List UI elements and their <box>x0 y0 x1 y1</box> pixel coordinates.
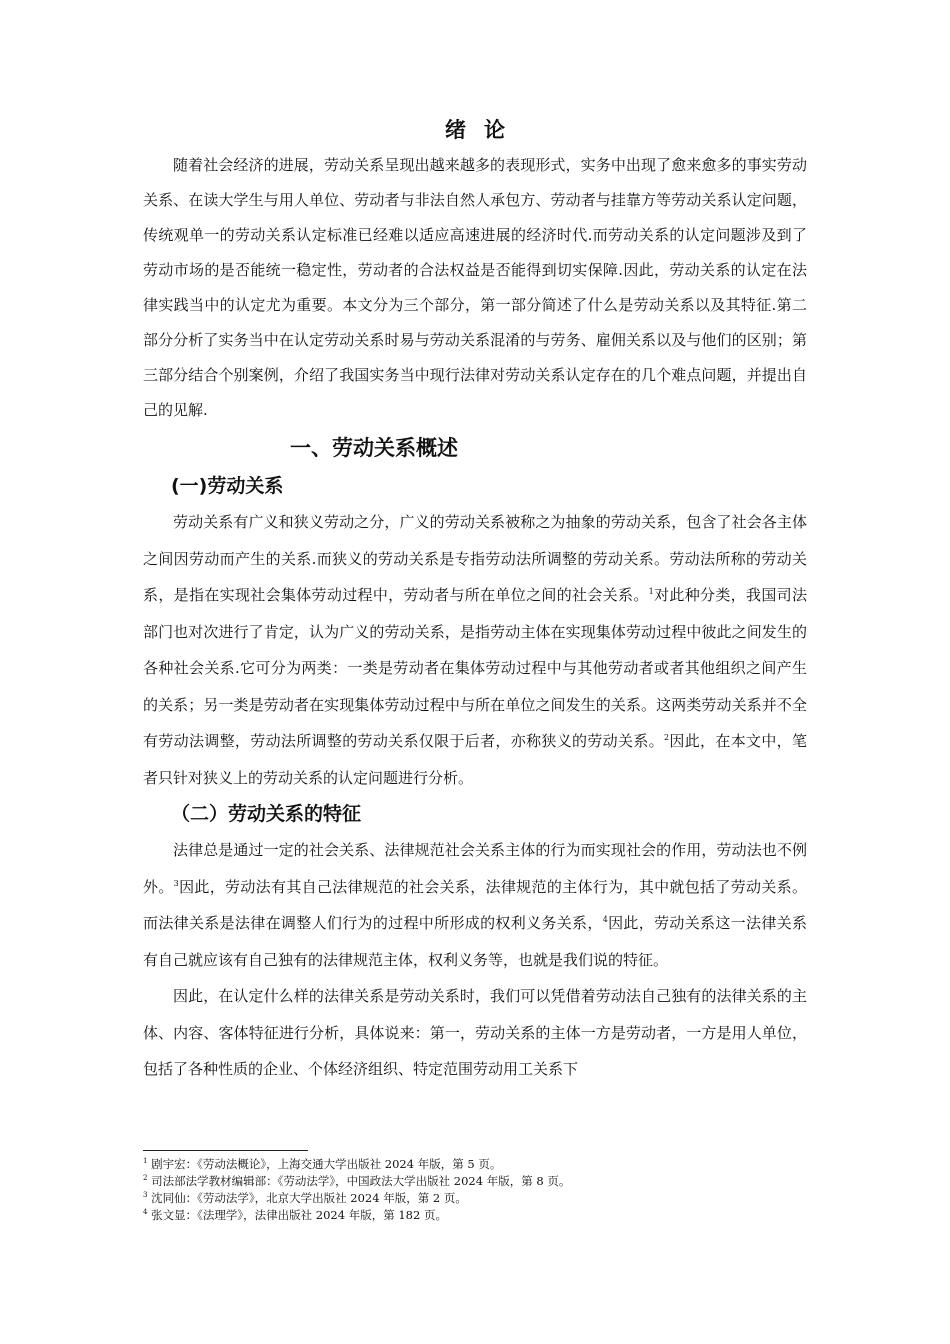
body-paragraph: 因此，在认定什么样的法律关系是劳动关系时，我们可以凭借着劳动法自己独有的法律关系的主体、内容、客体特征进行分析，具体说来：第一，劳动关系的主体一方是劳动者，一方是用人单位，包括了各种性质的企业、个体经济组织、特定范围劳动用工关系下 <box>143 987 807 1078</box>
main-content <box>143 112 807 1088</box>
subsection-heading-labor-relation: (一)劳动关系 <box>171 475 284 497</box>
body-paragraph: 劳动关系有广义和狭义劳动之分，广义的劳动关系被称之为抽象的劳动关系，包含了社会各主体之间因劳动而产生的关系.而狭义的劳动关系是专指劳动法所调整的劳动关系。劳动法所称的劳动关系，是指在实现社会集体劳动过程中，劳动者与所在单位之间的社会关系。$^1$对此种分类，我国司法部门也对次进行了肯定，认为广义的劳动关系，是指劳动主体在实现集体劳动过程中彼此之间发生的各种社会关系.它可分为两类：一类是劳动者在集体劳动过程中与其他劳动者或者其他组织之间产生的关系；另一类是劳动者在实现集体劳动过程中与所在单位之间发生的关系。这两类劳动关系并不全有劳动法调整，劳动法所调整的劳动关系仅限于后者，亦称狭义的劳动关系。$^2$因此，在本文中，笔者只针对狭义上的劳动关系的认定问题进行分析。 <box>143 513 807 787</box>
subsection-labor-relation <box>143 504 807 796</box>
intro-paragraph: 随着社会经济的进展，劳动关系呈现出越来越多的表现形式，实务中出现了愈来愈多的事实劳动关系、在读大学生与用人单位、劳动者与非法自然人承包方、劳动者与挂靠方等劳动关系认定问题，传统观单一的劳动关系认定标准已经难以适应高速进展的经济时代.而劳动关系的认定问题涉及到了劳动市场的是否能统一稳定性，劳动者的合法权益是否能得到切实保障.因此，劳动关系的认定在法律实践当中的认定尤为重要。本文分为三个部分，第一部分简述了什么是劳动关系以及其特征.第二部分分析了实务当中在认定劳动关系时易与劳动关系混淆的与劳务、雇佣关系以及与他们的区别；第三部分结合个别案例，介绍了我国实务当中现行法律对劳动关系认定存在的几个难点问题，并提出自己的见解. <box>143 156 807 419</box>
body-paragraph: 法律总是通过一定的社会关系、法律规范社会关系主体的行为而实现社会的作用，劳动法也不例外。$^3$因此，劳动法有其自己法律规范的社会关系，法律规范的主体行为，其中就包括了劳动关系。而法律关系是法律在调整人们行为的过程中所形成的权利义务关系，$^4$因此，劳动关系这一法律关系有自己就应该有自己独有的法律规范主体，权利义务等，也就是我们说的特征。 <box>143 841 807 969</box>
footnote-ref-2[interactable]: 2 <box>663 733 670 742</box>
footnote-item: $^2$ 司法部法学教材编辑部：《劳动法学》，中国政法大学出版社 2024 年版，第 8 页。 <box>143 1174 571 1188</box>
footnote-ref-3[interactable]: 3 <box>173 878 179 888</box>
footnote-item: $^1$ 剧宇宏：《劳动法概论》，上海交通大学出版社 2024 年版，第 5 页。 <box>143 1157 502 1171</box>
subsection-heading-features: （二）劳动关系的特征 <box>171 803 362 825</box>
footnote-item: $^4$ 张文显：《法理学》，法律出版社 2024 年版，第 182 页。 <box>143 1208 447 1222</box>
footnote-item: $^3$ 沈同仙：《劳动法学》，北京大学出版社 2024 年版，第 2 页。 <box>143 1191 467 1205</box>
footnotes <box>143 1150 807 1224</box>
footnote-ref-4[interactable]: 4 <box>602 915 608 924</box>
subsection-features <box>143 832 807 1088</box>
footnote-divider <box>143 1150 308 1151</box>
section-heading-overview: 一、劳动关系概述 <box>290 436 458 460</box>
footnote-ref-1[interactable]: 1 <box>648 587 654 596</box>
page-title: 绪论 <box>445 118 523 142</box>
intro-section <box>143 148 807 428</box>
